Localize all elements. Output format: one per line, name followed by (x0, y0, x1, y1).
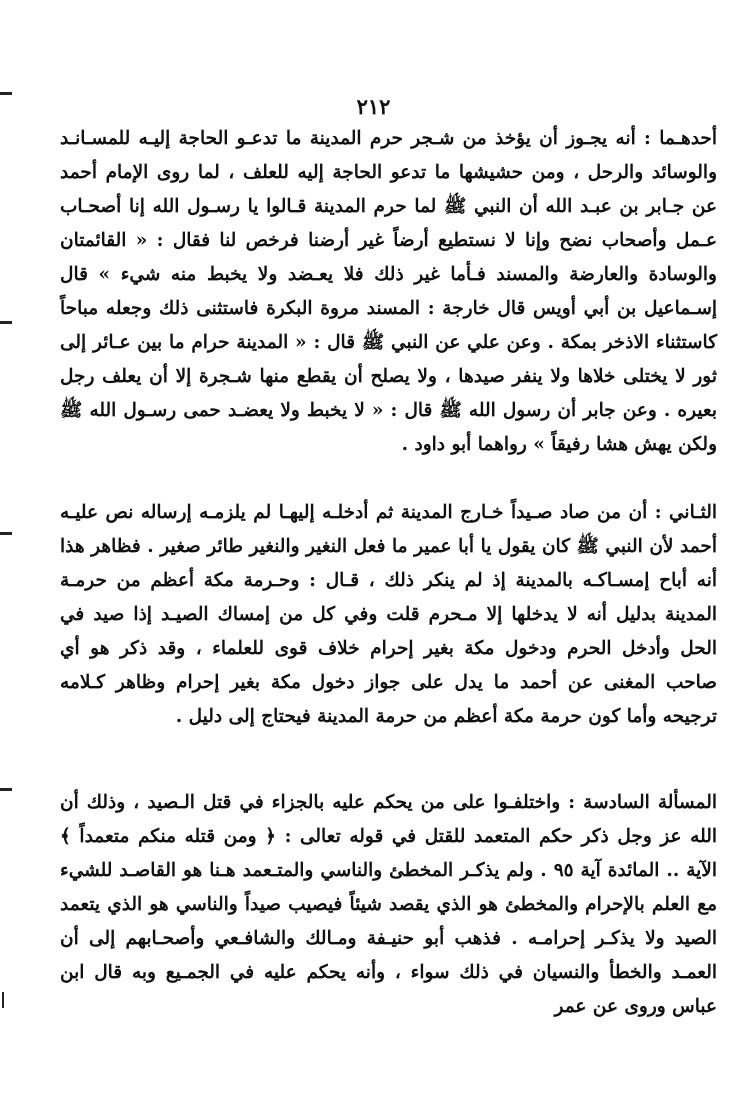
paragraph-block (60, 786, 717, 1024)
margin-mark (2, 992, 4, 1008)
paragraph-block (60, 122, 717, 462)
margin-mark (0, 321, 12, 324)
paragraph-first: أحدهـما : أنه يجـوز أن يؤخذ من شـجر حرم المدينة ما تدعـو الحاجة إليـه للمسـانـد والوسائد والرحل ، ومن حشيشها ما تدعو الحاجة إليه للعلف ، لما روى الإمام أحمد عن جـابر بن عبـد الله أن النبي ﷺ لما حرم المدينة قـالوا يا رسـول الله إنا أصحـاب عـمل وأصحاب نضح وإنا لا نستطيع أرضاً غير أرضنا فرخص لنا فقال : « القائمتان والوسادة والعارضة والمسند فـأما غير ذلك فلا يعـضد ولا يخبط منه شيء » قال إسـماعيل بن أبي أويس قال خارجة : المسند مروة البكرة فاستثنى ذلك وجعله مباحاً كاستثناء الاذخر بمكة . وعن علي عن النبي ﷺ قال : « المدينة حرام ما بين عـائر إلى ثور لا يختلى خلاها ولا ينفر صيدها ، ولا يصلح أن يقطع منها شـجرة إلا أن يعلف رجل بعيره . وعن جابر أن رسول الله ﷺ قال : « لا يخبط ولا يعضـد حمى رسـول الله ﷺ ولكن يهش هشا رفيقاً » رواهما أبو داود . (60, 128, 717, 455)
paragraph-second: الثـاني : أن من صاد صـيداً خـارج المدينة ثم أدخلـه إليهـا لم يلزمـه إرساله نص عليـه أحمد لأن النبي ﷺ كان يقول يا أبا عمير ما فعل النغير والنغير طائر صغير . فظاهر هذا أنه أباح إمسـاكـه بالمدينة إذ لم ينكر ذلك ، قـال : وحـرمة مكة أعظم من حرمـة المدينة بدليل أنه لا يدخلها إلا مـحرم قلت وفي كل من إمساك الصيـد إذا صيد في الحل وأدخل الحرم ودخول مكة بغير إحرام خلاف قوى للعلماء ، وقد ذكر هو أي صاحب المغنى عن أحمد ما يدل على جواز دخول مكة بغير إحرام وظاهر كـلامه ترجيحه وأما كون حرمة مكة أعظم من حرمة المدينة فيحتاج إلى دليل . (60, 502, 717, 727)
margin-mark (0, 532, 12, 535)
paragraph-third: المسألة السادسة : واختلفـوا على من يحكم عليه بالجزاء في قتل الـصيد ، وذلك أن الله عز وجل ذكر حكم المتعمد للقتل في قوله تعالى : ﴿ ومن قتله منكم متعمداً ﴾ الآية .. المائدة آية ٩٥ . ولم يذكـر المخطئ والناسي والمتـعمد هـنا هو القاصـد للشيء مع العلم بالإحرام والمخطئ هو الذي يقصد شيئاً فيصيب صيداً والناسي هو الذي يتعمد الصيد ولا يذكـر إحرامـه . فذهب أبو حنيـفة ومـالك والشافـعي وأصحـابهم إلى أن العمـد والخطأ والنسيان في ذلك سواء ، وأنه يحكم عليه في الجمـيع وبه قال ابن عباس وروى عن عمر (60, 792, 717, 1017)
margin-mark (0, 788, 12, 791)
page-number: ٢١٢ (356, 94, 391, 119)
paragraph-block (60, 496, 717, 734)
